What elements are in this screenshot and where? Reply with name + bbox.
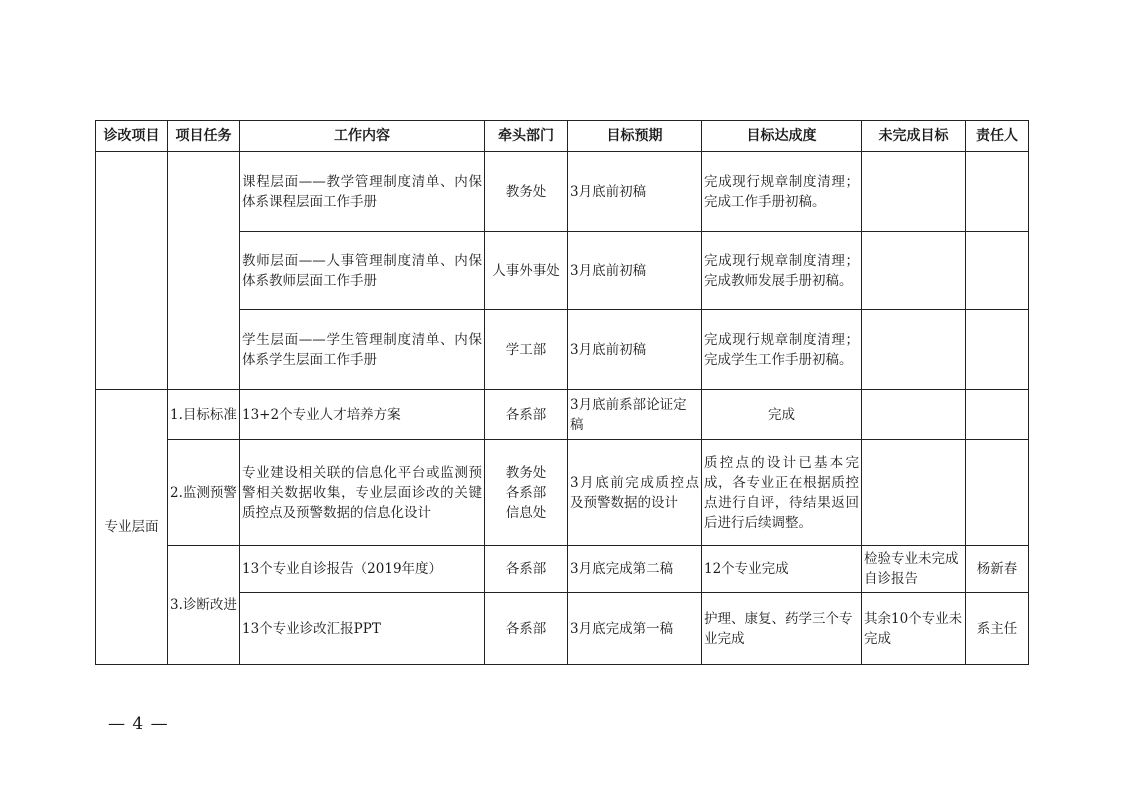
content-cell: 13个专业诊改汇报PPT (240, 593, 485, 665)
content-cell: 专业建设相关联的信息化平台或监测预警相关数据收集，专业层面诊改的关键质控点及预警数据的信息化设计 (240, 440, 485, 546)
achieved-cell: 完成现行规章制度清理；完成工作手册初稿。 (702, 152, 862, 232)
target-cell: 3月底完成第二稿 (568, 546, 702, 593)
dept-cell: 学工部 (485, 310, 568, 390)
table-row (96, 546, 1029, 593)
dept-line: 信息处 (505, 504, 547, 521)
achieved-cell: 质控点的设计已基本完成，各专业正在根据质控点进行自评，待结果返回后进行后续调整。 (702, 440, 862, 546)
achieved-cell: 护理、康复、药学三个专业完成 (702, 593, 862, 665)
header-cell: 目标预期 (568, 121, 702, 152)
owner-cell (966, 390, 1029, 440)
header-cell: 项目任务 (168, 121, 240, 152)
header-cell: 工作内容 (240, 121, 485, 152)
dept-cell: 各系部 (485, 546, 568, 593)
owner-cell (966, 232, 1029, 310)
content-cell: 13个专业自诊报告（2019年度） (240, 546, 485, 593)
content-cell: 13+2个专业人才培养方案 (240, 390, 485, 440)
unfinished-cell: 检验专业未完成自诊报告 (862, 546, 966, 593)
task-cell-continued (168, 152, 240, 390)
project-cell-continued (96, 152, 168, 390)
target-cell: 3月底前初稿 (568, 232, 702, 310)
achieved-cell: 12个专业完成 (702, 546, 862, 593)
unfinished-cell: 其余10个专业未完成 (862, 593, 966, 665)
page-number: — 4 — (108, 714, 169, 734)
achieved-cell: 完成现行规章制度清理；完成教师发展手册初稿。 (702, 232, 862, 310)
dept-cell (485, 440, 568, 546)
header-cell: 责任人 (966, 121, 1029, 152)
target-cell: 3月底完成第一稿 (568, 593, 702, 665)
dept-cell: 人事外事处 (485, 232, 568, 310)
owner-cell: 系主任 (966, 593, 1029, 665)
project-cell: 专业层面 (96, 390, 168, 665)
dept-cell: 各系部 (485, 390, 568, 440)
unfinished-cell (862, 152, 966, 232)
content-cell: 教师层面——人事管理制度清单、内保体系教师层面工作手册 (240, 232, 485, 310)
achieved-cell: 完成 (702, 390, 862, 440)
unfinished-cell (862, 440, 966, 546)
header-cell: 未完成目标 (862, 121, 966, 152)
dept-line: 各系部 (505, 484, 547, 501)
dept-cell: 教务处 (485, 152, 568, 232)
target-cell: 3月底前系部论证定稿 (568, 390, 702, 440)
task-cell: 3.诊断改进 (168, 546, 240, 665)
target-cell: 3月底前初稿 (568, 152, 702, 232)
dept-cell: 各系部 (485, 593, 568, 665)
owner-cell: 杨新春 (966, 546, 1029, 593)
dept-line: 教务处 (505, 464, 547, 481)
header-cell: 牵头部门 (485, 121, 568, 152)
table-row (96, 440, 1029, 546)
task-cell: 1.目标标准 (168, 390, 240, 440)
task-cell: 2.监测预警 (168, 440, 240, 546)
content-cell: 学生层面——学生管理制度清单、内保体系学生层面工作手册 (240, 310, 485, 390)
header-cell: 目标达成度 (702, 121, 862, 152)
work-plan-table (95, 120, 1029, 665)
unfinished-cell (862, 232, 966, 310)
owner-cell (966, 310, 1029, 390)
achieved-cell: 完成现行规章制度清理；完成学生工作手册初稿。 (702, 310, 862, 390)
target-cell: 3月底前完成质控点及预警数据的设计 (568, 440, 702, 546)
table-row (96, 390, 1029, 440)
target-cell: 3月底前初稿 (568, 310, 702, 390)
header-row (96, 121, 1029, 152)
header-cell: 诊改项目 (96, 121, 168, 152)
unfinished-cell (862, 390, 966, 440)
unfinished-cell (862, 310, 966, 390)
content-cell: 课程层面——教学管理制度清单、内保体系课程层面工作手册 (240, 152, 485, 232)
owner-cell (966, 440, 1029, 546)
owner-cell (966, 152, 1029, 232)
table-row (96, 152, 1029, 232)
